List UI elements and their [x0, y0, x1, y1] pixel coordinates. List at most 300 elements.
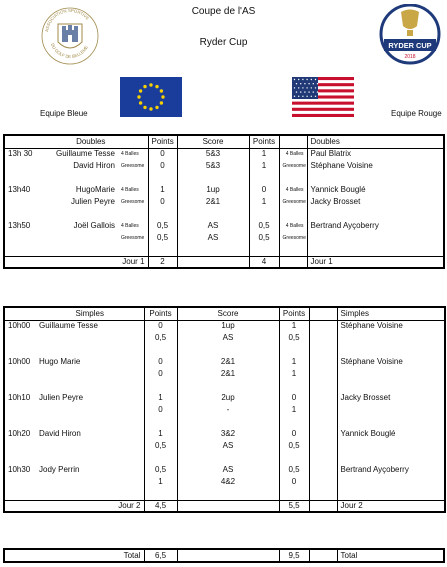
- match-time: [4, 416, 36, 428]
- format-right: Greesome: [279, 232, 307, 244]
- score: 2&1: [177, 368, 279, 380]
- player-left: [36, 368, 144, 380]
- table-row: [4, 244, 444, 256]
- table-cell: [309, 380, 337, 392]
- us-star: [306, 96, 307, 97]
- total-points-right: 4: [249, 256, 279, 268]
- points-right: 0: [249, 184, 279, 196]
- player-right: [307, 244, 444, 256]
- us-star: [306, 87, 307, 88]
- us-star: [298, 79, 299, 80]
- table-cell: [177, 549, 279, 562]
- score: [177, 244, 249, 256]
- table-cell: [309, 344, 337, 356]
- doubles-header-right: Doubles: [307, 135, 444, 148]
- match-time: [4, 488, 36, 500]
- table-cell: [309, 368, 337, 380]
- player-left: [36, 404, 144, 416]
- score: 1up: [177, 320, 279, 332]
- ryder-cup-logo-text: RYDER CUP: [388, 41, 432, 50]
- player-right: [337, 440, 445, 452]
- us-star: [311, 87, 312, 88]
- table-cell: [177, 256, 249, 268]
- match-time: [4, 160, 34, 172]
- us-star: [298, 87, 299, 88]
- match-time: [4, 172, 34, 184]
- eu-star: [137, 95, 140, 98]
- format-right: Greesome: [279, 196, 307, 208]
- player-right: [337, 476, 445, 488]
- score: AS: [177, 440, 279, 452]
- ryder-cup-logo: [379, 4, 441, 68]
- table-cell: [309, 476, 337, 488]
- points-right: 0,5: [279, 332, 309, 344]
- player-left: Julien Peyre: [70, 197, 115, 206]
- format-left: Greesome: [118, 160, 148, 172]
- table-row: [4, 476, 445, 488]
- player-right: Yannick Bouglé: [307, 184, 444, 196]
- player-left: [36, 380, 144, 392]
- table-cell: [309, 440, 337, 452]
- points-left: [148, 208, 177, 220]
- player-left: [36, 332, 144, 344]
- points-left: 0: [148, 148, 177, 160]
- points-left: [148, 172, 177, 184]
- points-header-left: Points: [148, 135, 177, 148]
- day-label-left: Jour 2: [36, 500, 144, 512]
- player-left: [34, 244, 118, 256]
- points-left: 0,5: [144, 440, 177, 452]
- points-right: [279, 488, 309, 500]
- match-time: [4, 196, 34, 208]
- association-sportive-logo: [40, 4, 100, 68]
- us-star: [315, 79, 316, 80]
- points-left: 0,5: [148, 220, 177, 232]
- player-right: [337, 368, 445, 380]
- total-points-left: 2: [148, 256, 177, 268]
- score: [177, 416, 279, 428]
- points-left: [144, 488, 177, 500]
- player-right: Bertrand Ayçoberry: [307, 220, 444, 232]
- score: [177, 452, 279, 464]
- table-row: [4, 232, 444, 244]
- team-right-label: Equipe Rouge: [391, 109, 442, 118]
- eu-star: [155, 106, 158, 109]
- table-cell: [309, 464, 337, 476]
- table-cell: [309, 404, 337, 416]
- score: AS: [177, 332, 279, 344]
- grand-total-points-right: 9,5: [279, 549, 309, 562]
- points-right: 0: [279, 392, 309, 404]
- player-right: [307, 232, 444, 244]
- format-left: [118, 208, 148, 220]
- us-star: [315, 87, 316, 88]
- points-right: 0,5: [249, 220, 279, 232]
- total-table: [3, 548, 445, 563]
- player-left: Julien Peyre: [36, 392, 144, 404]
- grand-total-label-right: Total: [337, 549, 444, 562]
- svg-text:ASSOCIATION SPORTIVE: ASSOCIATION SPORTIVE: [44, 7, 91, 33]
- page-title: Coupe de l'AS: [191, 6, 256, 17]
- points-right: 1: [249, 148, 279, 160]
- player-right: [337, 380, 445, 392]
- match-time: [4, 344, 36, 356]
- points-right: [249, 172, 279, 184]
- table-row: [4, 220, 444, 232]
- team-left-label: Equipe Bleue: [40, 109, 88, 118]
- table-row: [4, 196, 444, 208]
- eu-star: [149, 83, 152, 86]
- match-time: [4, 332, 36, 344]
- match-time: 10h10: [4, 392, 36, 404]
- table-cell: [4, 500, 36, 512]
- player-right: [337, 404, 445, 416]
- points-left: [148, 244, 177, 256]
- player-right: Jacky Brosset: [337, 392, 445, 404]
- points-left: 0: [148, 196, 177, 208]
- player-left: Jody Perrin: [36, 464, 144, 476]
- points-left: 0,5: [144, 464, 177, 476]
- table-cell: [309, 549, 337, 562]
- score: AS: [177, 220, 249, 232]
- simples-header-row: [4, 307, 445, 320]
- format-right: 4 Balles: [279, 184, 307, 196]
- player-right: [307, 208, 444, 220]
- us-star: [317, 91, 318, 92]
- simples-header-right: Simples: [337, 307, 445, 320]
- match-time: 10h00: [4, 356, 36, 368]
- table-cell: [309, 500, 337, 512]
- score: 2up: [177, 392, 279, 404]
- player-right: Stéphane Voisine: [337, 320, 445, 332]
- score: [177, 344, 279, 356]
- points-right: 0: [279, 476, 309, 488]
- score: -: [177, 404, 279, 416]
- us-star: [311, 79, 312, 80]
- match-time: [4, 244, 34, 256]
- table-row: [4, 208, 444, 220]
- eu-star: [139, 101, 142, 104]
- us-stripe: [292, 102, 354, 105]
- score: AS: [177, 464, 279, 476]
- us-star: [304, 83, 305, 84]
- player-right: [337, 344, 445, 356]
- us-star: [302, 79, 303, 80]
- doubles-table: [3, 134, 445, 269]
- match-time: 13h50: [4, 220, 34, 232]
- us-star: [294, 87, 295, 88]
- score: 3&2: [177, 428, 279, 440]
- player-left: HugoMarie: [75, 185, 115, 194]
- day-label-left: Jour 1: [34, 256, 148, 268]
- us-star: [300, 91, 301, 92]
- table-row: [4, 464, 445, 476]
- match-time: [4, 404, 36, 416]
- match-time: [4, 476, 36, 488]
- table-row: [4, 320, 445, 332]
- points-right: 1: [249, 196, 279, 208]
- score: [177, 380, 279, 392]
- eu-star: [161, 95, 164, 98]
- table-cell: [309, 392, 337, 404]
- day-label-right: Jour 2: [337, 500, 445, 512]
- match-time: [4, 232, 34, 244]
- table-cell: [309, 416, 337, 428]
- player-left: [36, 476, 144, 488]
- eu-star: [160, 101, 163, 104]
- points-right: 1: [249, 160, 279, 172]
- eu-star: [143, 106, 146, 109]
- player-right: Stéphane Voisine: [337, 356, 445, 368]
- score: AS: [177, 232, 249, 244]
- player-right: [337, 332, 445, 344]
- player-right: [337, 416, 445, 428]
- ryder-cup-year: 2018: [404, 54, 416, 60]
- points-right: 0,5: [249, 232, 279, 244]
- eu-flag-icon: [120, 77, 182, 117]
- table-cell: [309, 356, 337, 368]
- player-left: [36, 488, 144, 500]
- points-left: 1: [144, 392, 177, 404]
- points-right: 0,5: [279, 440, 309, 452]
- table-cell: [279, 256, 307, 268]
- format-left: 4 Balles: [118, 184, 148, 196]
- points-right: [279, 416, 309, 428]
- us-star: [306, 79, 307, 80]
- match-time: 10h00: [4, 320, 36, 332]
- format-left: [118, 172, 148, 184]
- eu-star: [139, 89, 142, 92]
- format-left: 4 Balles: [118, 220, 148, 232]
- us-star: [302, 96, 303, 97]
- us-star: [308, 91, 309, 92]
- format-right: [279, 208, 307, 220]
- points-right: 0,5: [279, 464, 309, 476]
- player-right: Yannick Bouglé: [337, 428, 445, 440]
- doubles-header-row: [4, 135, 444, 148]
- match-time: 13h 30: [4, 148, 34, 160]
- score: 5&3: [177, 160, 249, 172]
- score: 5&3: [177, 148, 249, 160]
- day-label-right: Jour 1: [307, 256, 444, 268]
- table-row: [4, 380, 445, 392]
- points-left: 0: [144, 404, 177, 416]
- total-points-left: 4,5: [144, 500, 177, 512]
- points-left: 1: [144, 476, 177, 488]
- points-header-right: Points: [279, 307, 309, 320]
- player-left: [36, 416, 144, 428]
- points-left: 0: [144, 356, 177, 368]
- points-right: [279, 452, 309, 464]
- player-left: Hugo Marie: [36, 356, 144, 368]
- grand-total-label-left: Total: [4, 549, 144, 562]
- table-row: [4, 172, 444, 184]
- points-right: 1: [279, 356, 309, 368]
- us-star: [296, 91, 297, 92]
- eu-star: [160, 89, 163, 92]
- match-time: [4, 380, 36, 392]
- format-right: 4 Balles: [279, 220, 307, 232]
- points-header-right: Points: [249, 135, 279, 148]
- table-cell: [309, 452, 337, 464]
- simples-total-row: [4, 500, 445, 512]
- table-cell: [309, 332, 337, 344]
- player-right: Stéphane Voisine: [307, 160, 444, 172]
- eu-star: [149, 107, 152, 110]
- us-star: [300, 83, 301, 84]
- us-stripe: [292, 108, 354, 111]
- points-left: 0: [148, 160, 177, 172]
- player-right: [307, 172, 444, 184]
- points-right: 0: [279, 428, 309, 440]
- points-right: [279, 344, 309, 356]
- table-cell: [309, 428, 337, 440]
- table-row: [4, 184, 444, 196]
- table-row: [4, 160, 444, 172]
- doubles-header-left: Doubles: [34, 135, 148, 148]
- us-star: [296, 83, 297, 84]
- player-right: [337, 488, 445, 500]
- player-left: David Hiron: [36, 428, 144, 440]
- match-time: 10h20: [4, 428, 36, 440]
- score-header: Score: [177, 307, 279, 320]
- table-row: [4, 148, 444, 160]
- score: 2&1: [177, 356, 279, 368]
- table-cell: [309, 488, 337, 500]
- points-right: 1: [279, 320, 309, 332]
- points-right: 1: [279, 368, 309, 380]
- match-time: [4, 440, 36, 452]
- simples-table: [3, 306, 446, 513]
- us-flag-icon: [292, 77, 354, 117]
- score: [177, 488, 279, 500]
- table-cell: [4, 307, 36, 320]
- points-right: [279, 380, 309, 392]
- table-row: [4, 452, 445, 464]
- player-left: [36, 440, 144, 452]
- player-right: Jacky Brosset: [307, 196, 444, 208]
- table-row: [4, 404, 445, 416]
- points-left: 1: [144, 428, 177, 440]
- player-right: Bertrand Ayçoberry: [337, 464, 445, 476]
- points-right: [249, 244, 279, 256]
- score-header: Score: [177, 135, 249, 148]
- points-left: [144, 344, 177, 356]
- eu-star: [143, 85, 146, 88]
- player-left: [34, 208, 118, 220]
- format-left: Greesome: [118, 196, 148, 208]
- grand-total-points-left: 6,5: [144, 549, 177, 562]
- match-time: 13h40: [4, 184, 34, 196]
- format-left: 4 Balles: [118, 148, 148, 160]
- match-time: [4, 208, 34, 220]
- us-star: [304, 91, 305, 92]
- table-row: [4, 416, 445, 428]
- format-right: Greesome: [279, 160, 307, 172]
- us-star: [317, 83, 318, 84]
- page-subtitle: Ryder Cup: [199, 37, 248, 48]
- match-time: [4, 452, 36, 464]
- score: 4&2: [177, 476, 279, 488]
- score: [177, 208, 249, 220]
- points-left: 0: [144, 320, 177, 332]
- table-row: [4, 332, 445, 344]
- table-row: [4, 488, 445, 500]
- us-star: [294, 96, 295, 97]
- player-left: Joël Gallois: [73, 221, 115, 230]
- us-star: [313, 91, 314, 92]
- simples-header-left: Simples: [36, 307, 144, 320]
- player-left: David Hiron: [73, 161, 115, 170]
- total-points-right: 5,5: [279, 500, 309, 512]
- match-time: [4, 368, 36, 380]
- format-left: Greesome: [118, 232, 148, 244]
- us-star: [311, 96, 312, 97]
- table-row: [4, 356, 445, 368]
- player-left: Guillaume Tesse: [34, 148, 118, 160]
- points-left: [144, 452, 177, 464]
- time-header: [4, 135, 34, 148]
- points-right: [249, 208, 279, 220]
- points-left: [144, 416, 177, 428]
- points-left: 0,5: [144, 332, 177, 344]
- us-star: [302, 87, 303, 88]
- eu-star: [155, 85, 158, 88]
- us-star: [313, 83, 314, 84]
- points-left: 0: [144, 368, 177, 380]
- table-row: [4, 392, 445, 404]
- us-star: [294, 79, 295, 80]
- player-right: Paul Blatrix: [307, 148, 444, 160]
- format-header-right: [279, 135, 307, 148]
- player-left: [36, 452, 144, 464]
- format-right: [279, 244, 307, 256]
- player-left: [36, 344, 144, 356]
- points-left: [144, 380, 177, 392]
- table-row: [4, 368, 445, 380]
- points-left: 1: [148, 184, 177, 196]
- format-left: [118, 244, 148, 256]
- table-row: [4, 428, 445, 440]
- table-cell: [4, 256, 34, 268]
- svg-text:DU GOLF DE BELLEME: DU GOLF DE BELLEME: [49, 42, 89, 60]
- table-row: [4, 344, 445, 356]
- player-left: [34, 172, 118, 184]
- points-header-left: Points: [144, 307, 177, 320]
- us-star: [315, 96, 316, 97]
- match-time: 10h30: [4, 464, 36, 476]
- points-left: 0,5: [148, 232, 177, 244]
- player-left: [34, 232, 118, 244]
- format-right: 4 Balles: [279, 148, 307, 160]
- grand-total-row: [4, 549, 444, 562]
- player-right: [337, 452, 445, 464]
- doubles-total-row: [4, 256, 444, 268]
- score: 2&1: [177, 196, 249, 208]
- player-left: Guillaume Tesse: [36, 320, 144, 332]
- points-right: 1: [279, 404, 309, 416]
- us-star: [298, 96, 299, 97]
- table-cell: [177, 500, 279, 512]
- table-cell: [309, 307, 337, 320]
- format-right: [279, 172, 307, 184]
- table-cell: [309, 320, 337, 332]
- score: [177, 172, 249, 184]
- table-row: [4, 440, 445, 452]
- score: 1up: [177, 184, 249, 196]
- us-star: [308, 83, 309, 84]
- us-stripe: [292, 114, 354, 117]
